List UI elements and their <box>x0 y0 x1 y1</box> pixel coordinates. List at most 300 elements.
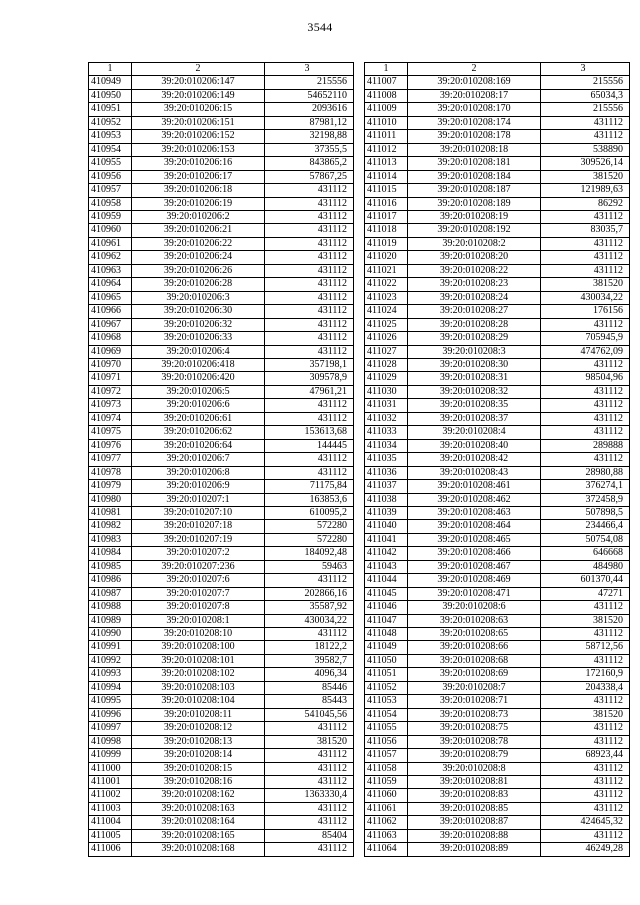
cell-cadastral-number: 39:20:010208:10 <box>132 628 265 641</box>
cell-value: 176156 <box>541 305 630 318</box>
table-row <box>89 318 354 331</box>
cell-value: 431112 <box>541 237 630 250</box>
table-row <box>365 143 630 156</box>
cell-row-number: 411040 <box>365 520 408 533</box>
cell-row-number: 410995 <box>89 695 132 708</box>
cell-value: 47271 <box>541 587 630 600</box>
cell-row-number: 411026 <box>365 332 408 345</box>
cell-row-number: 410982 <box>89 520 132 533</box>
cell-row-number: 411054 <box>365 708 408 721</box>
table-row <box>89 587 354 600</box>
cell-row-number: 411009 <box>365 103 408 116</box>
cell-row-number: 410971 <box>89 372 132 385</box>
table-row <box>365 264 630 277</box>
cell-value: 85446 <box>265 681 354 694</box>
table-row <box>89 506 354 519</box>
cell-row-number: 411000 <box>89 762 132 775</box>
table-row <box>89 749 354 762</box>
table-row <box>365 762 630 775</box>
cell-cadastral-number: 39:20:010207:18 <box>132 520 265 533</box>
cell-cadastral-number: 39:20:010208:3 <box>408 345 541 358</box>
cell-cadastral-number: 39:20:010208:4 <box>408 426 541 439</box>
cell-cadastral-number: 39:20:010206:17 <box>132 170 265 183</box>
cell-cadastral-number: 39:20:010208:467 <box>408 560 541 573</box>
cell-cadastral-number: 39:20:010208:162 <box>132 789 265 802</box>
cell-row-number: 410967 <box>89 318 132 331</box>
cell-cadastral-number: 39:20:010208:466 <box>408 547 541 560</box>
data-table-left <box>88 62 354 857</box>
cell-value: 381520 <box>541 614 630 627</box>
cell-value: 484980 <box>541 560 630 573</box>
table-header-row <box>365 63 630 76</box>
cell-cadastral-number: 39:20:010206:61 <box>132 412 265 425</box>
cell-row-number: 411056 <box>365 735 408 748</box>
table-row <box>365 506 630 519</box>
cell-row-number: 410996 <box>89 708 132 721</box>
cell-value: 843865,2 <box>265 157 354 170</box>
table-row <box>365 493 630 506</box>
cell-cadastral-number: 39:20:010208:65 <box>408 628 541 641</box>
cell-row-number: 410990 <box>89 628 132 641</box>
cell-cadastral-number: 39:20:010208:8 <box>408 762 541 775</box>
table-row <box>89 426 354 439</box>
cell-row-number: 410949 <box>89 76 132 89</box>
cell-row-number: 411042 <box>365 547 408 560</box>
table-row <box>365 89 630 102</box>
cell-cadastral-number: 39:20:010208:164 <box>132 816 265 829</box>
cell-value: 431112 <box>265 574 354 587</box>
cell-value: 289888 <box>541 439 630 452</box>
cell-cadastral-number: 39:20:010208:63 <box>408 614 541 627</box>
cell-value: 431112 <box>541 789 630 802</box>
cell-value: 59463 <box>265 560 354 573</box>
cell-cadastral-number: 39:20:010206:21 <box>132 224 265 237</box>
table-row <box>365 480 630 493</box>
cell-cadastral-number: 39:20:010206:4 <box>132 345 265 358</box>
table-row <box>365 291 630 304</box>
cell-cadastral-number: 39:20:010208:66 <box>408 641 541 654</box>
cell-value: 121989,63 <box>541 184 630 197</box>
cell-row-number: 411016 <box>365 197 408 210</box>
table-row <box>365 601 630 614</box>
cell-cadastral-number: 39:20:010207:10 <box>132 506 265 519</box>
table-row <box>365 695 630 708</box>
cell-cadastral-number: 39:20:010208:7 <box>408 681 541 694</box>
table-row <box>89 641 354 654</box>
table-row <box>89 130 354 143</box>
cell-cadastral-number: 39:20:010208:27 <box>408 305 541 318</box>
cell-cadastral-number: 39:20:010207:2 <box>132 547 265 560</box>
cell-cadastral-number: 39:20:010208:19 <box>408 210 541 223</box>
cell-cadastral-number: 39:20:010208:71 <box>408 695 541 708</box>
cell-row-number: 410985 <box>89 560 132 573</box>
cell-value: 431112 <box>265 224 354 237</box>
cell-value: 601370,44 <box>541 574 630 587</box>
cell-cadastral-number: 39:20:010208:6 <box>408 601 541 614</box>
cell-cadastral-number: 39:20:010206:7 <box>132 453 265 466</box>
cell-cadastral-number: 39:20:010208:103 <box>132 681 265 694</box>
cell-row-number: 411028 <box>365 358 408 371</box>
cell-cadastral-number: 39:20:010208:471 <box>408 587 541 600</box>
cell-cadastral-number: 39:20:010207:6 <box>132 574 265 587</box>
cell-row-number: 410955 <box>89 157 132 170</box>
cell-value: 215556 <box>265 76 354 89</box>
cell-cadastral-number: 39:20:010208:89 <box>408 843 541 856</box>
cell-row-number: 411014 <box>365 170 408 183</box>
table-row <box>89 116 354 129</box>
cell-value: 431112 <box>541 802 630 815</box>
table-row <box>365 157 630 170</box>
cell-row-number: 411053 <box>365 695 408 708</box>
cell-row-number: 410983 <box>89 533 132 546</box>
cell-cadastral-number: 39:20:010208:174 <box>408 116 541 129</box>
cell-row-number: 411057 <box>365 749 408 762</box>
cell-value: 309578,9 <box>265 372 354 385</box>
cell-cadastral-number: 39:20:010207:236 <box>132 560 265 573</box>
table-row <box>365 385 630 398</box>
table-row <box>89 210 354 223</box>
cell-value: 431112 <box>541 399 630 412</box>
cell-cadastral-number: 39:20:010208:463 <box>408 506 541 519</box>
cell-cadastral-number: 39:20:010206:33 <box>132 332 265 345</box>
cell-row-number: 411022 <box>365 278 408 291</box>
cell-cadastral-number: 39:20:010206:30 <box>132 305 265 318</box>
page-number: 3544 <box>307 20 333 34</box>
cell-value: 431112 <box>541 776 630 789</box>
cell-value: 68923,44 <box>541 749 630 762</box>
cell-value: 430034,22 <box>541 291 630 304</box>
table-row <box>89 574 354 587</box>
cell-value: 309526,14 <box>541 157 630 170</box>
cell-cadastral-number: 39:20:010208:13 <box>132 735 265 748</box>
column-header-value: 3 <box>541 63 630 76</box>
cell-cadastral-number: 39:20:010208:40 <box>408 439 541 452</box>
cell-row-number: 411003 <box>89 802 132 815</box>
cell-row-number: 410974 <box>89 412 132 425</box>
cell-row-number: 411008 <box>365 89 408 102</box>
cell-value: 431112 <box>265 816 354 829</box>
cell-cadastral-number: 39:20:010206:24 <box>132 251 265 264</box>
cell-value: 431112 <box>541 130 630 143</box>
cell-value: 431112 <box>265 762 354 775</box>
cell-row-number: 410963 <box>89 264 132 277</box>
cell-row-number: 410959 <box>89 210 132 223</box>
cell-row-number: 411037 <box>365 480 408 493</box>
cell-row-number: 410951 <box>89 103 132 116</box>
cell-cadastral-number: 39:20:010206:2 <box>132 210 265 223</box>
table-row <box>89 802 354 815</box>
table-row <box>89 278 354 291</box>
cell-cadastral-number: 39:20:010207:8 <box>132 601 265 614</box>
table-row <box>365 103 630 116</box>
table-row <box>89 264 354 277</box>
cell-row-number: 410953 <box>89 130 132 143</box>
cell-row-number: 410994 <box>89 681 132 694</box>
table-row <box>89 668 354 681</box>
cell-cadastral-number: 39:20:010208:168 <box>132 843 265 856</box>
cell-value: 431112 <box>541 762 630 775</box>
table-row <box>365 278 630 291</box>
cell-value: 85443 <box>265 695 354 708</box>
table-row <box>89 735 354 748</box>
cell-row-number: 410988 <box>89 601 132 614</box>
cell-value: 431112 <box>541 654 630 667</box>
cell-row-number: 411002 <box>89 789 132 802</box>
cell-value: 431112 <box>541 829 630 842</box>
cell-row-number: 411052 <box>365 681 408 694</box>
cell-row-number: 410968 <box>89 332 132 345</box>
cell-value: 431112 <box>265 318 354 331</box>
table-row <box>89 345 354 358</box>
cell-value: 202866,16 <box>265 587 354 600</box>
table-row <box>365 722 630 735</box>
cell-row-number: 410991 <box>89 641 132 654</box>
cell-value: 431112 <box>541 116 630 129</box>
cell-value: 431112 <box>265 466 354 479</box>
table-row <box>365 681 630 694</box>
table-row <box>365 210 630 223</box>
cell-row-number: 411059 <box>365 776 408 789</box>
cell-cadastral-number: 39:20:010208:187 <box>408 184 541 197</box>
cell-row-number: 410977 <box>89 453 132 466</box>
cell-value: 204338,4 <box>541 681 630 694</box>
cell-value: 234466,4 <box>541 520 630 533</box>
cell-cadastral-number: 39:20:010208:69 <box>408 668 541 681</box>
cell-value: 431112 <box>541 628 630 641</box>
cell-row-number: 410993 <box>89 668 132 681</box>
cell-cadastral-number: 39:20:010208:163 <box>132 802 265 815</box>
cell-cadastral-number: 39:20:010208:22 <box>408 264 541 277</box>
cell-row-number: 411041 <box>365 533 408 546</box>
cell-cadastral-number: 39:20:010208:83 <box>408 789 541 802</box>
cell-cadastral-number: 39:20:010208:100 <box>132 641 265 654</box>
cell-value: 507898,5 <box>541 506 630 519</box>
table-row <box>89 614 354 627</box>
cell-cadastral-number: 39:20:010206:9 <box>132 480 265 493</box>
cell-cadastral-number: 39:20:010206:153 <box>132 143 265 156</box>
cell-value: 431112 <box>541 385 630 398</box>
cell-row-number: 411027 <box>365 345 408 358</box>
cell-row-number: 411004 <box>89 816 132 829</box>
table-row <box>365 426 630 439</box>
cell-row-number: 411035 <box>365 453 408 466</box>
cell-value: 610095,2 <box>265 506 354 519</box>
cell-row-number: 411015 <box>365 184 408 197</box>
table-row <box>89 466 354 479</box>
cell-value: 215556 <box>541 103 630 116</box>
table-row <box>89 453 354 466</box>
cell-cadastral-number: 39:20:010208:464 <box>408 520 541 533</box>
cell-value: 381520 <box>541 170 630 183</box>
table-row <box>89 547 354 560</box>
cell-value: 538890 <box>541 143 630 156</box>
table-row <box>365 130 630 143</box>
table-row <box>365 184 630 197</box>
cell-row-number: 410987 <box>89 587 132 600</box>
table-row <box>89 695 354 708</box>
cell-row-number: 411058 <box>365 762 408 775</box>
cell-cadastral-number: 39:20:010208:20 <box>408 251 541 264</box>
cell-cadastral-number: 39:20:010208:68 <box>408 654 541 667</box>
table-row <box>365 466 630 479</box>
table-row <box>89 157 354 170</box>
cell-row-number: 411038 <box>365 493 408 506</box>
cell-value: 431112 <box>265 843 354 856</box>
cell-value: 431112 <box>265 749 354 762</box>
cell-value: 431112 <box>265 722 354 735</box>
cell-value: 65034,3 <box>541 89 630 102</box>
table-row <box>365 358 630 371</box>
cell-value: 71175,84 <box>265 480 354 493</box>
cell-value: 431112 <box>541 210 630 223</box>
cell-row-number: 410956 <box>89 170 132 183</box>
cell-value: 431112 <box>541 358 630 371</box>
cell-value: 541045,56 <box>265 708 354 721</box>
cell-cadastral-number: 39:20:010208:29 <box>408 332 541 345</box>
cell-value: 431112 <box>265 210 354 223</box>
table-row <box>89 628 354 641</box>
table-row <box>89 399 354 412</box>
cell-row-number: 410954 <box>89 143 132 156</box>
cell-value: 85404 <box>265 829 354 842</box>
cell-row-number: 410957 <box>89 184 132 197</box>
cell-cadastral-number: 39:20:010208:75 <box>408 722 541 735</box>
cell-cadastral-number: 39:20:010207:1 <box>132 493 265 506</box>
table-body-right <box>365 76 630 856</box>
cell-row-number: 411011 <box>365 130 408 143</box>
table-row <box>89 103 354 116</box>
table-row <box>89 170 354 183</box>
table-row <box>365 76 630 89</box>
cell-value: 431112 <box>265 399 354 412</box>
column-header-cadastral: 2 <box>132 63 265 76</box>
table-row <box>365 587 630 600</box>
cell-cadastral-number: 39:20:010206:420 <box>132 372 265 385</box>
cell-cadastral-number: 39:20:010208:88 <box>408 829 541 842</box>
table-row <box>365 412 630 425</box>
column-header-number: 1 <box>365 63 408 76</box>
cell-row-number: 411045 <box>365 587 408 600</box>
cell-value: 431112 <box>265 802 354 815</box>
column-header-cadastral: 2 <box>408 63 541 76</box>
cell-value: 431112 <box>265 237 354 250</box>
cell-row-number: 410980 <box>89 493 132 506</box>
table-row <box>89 843 354 856</box>
cell-value: 431112 <box>265 345 354 358</box>
cell-row-number: 411023 <box>365 291 408 304</box>
cell-row-number: 411010 <box>365 116 408 129</box>
cell-value: 431112 <box>541 453 630 466</box>
cell-value: 376274,1 <box>541 480 630 493</box>
cell-cadastral-number: 39:20:010208:23 <box>408 278 541 291</box>
cell-cadastral-number: 39:20:010208:102 <box>132 668 265 681</box>
table-row <box>365 197 630 210</box>
cell-value: 172160,9 <box>541 668 630 681</box>
cell-value: 431112 <box>541 695 630 708</box>
cell-cadastral-number: 39:20:010208:189 <box>408 197 541 210</box>
table-row <box>89 332 354 345</box>
cell-row-number: 411043 <box>365 560 408 573</box>
cell-value: 39582,7 <box>265 654 354 667</box>
table-row <box>89 816 354 829</box>
cell-row-number: 411031 <box>365 399 408 412</box>
cell-cadastral-number: 39:20:010208:78 <box>408 735 541 748</box>
cell-row-number: 411032 <box>365 412 408 425</box>
cell-value: 431112 <box>265 197 354 210</box>
cell-value: 431112 <box>265 453 354 466</box>
cell-value: 46249,28 <box>541 843 630 856</box>
cell-value: 430034,22 <box>265 614 354 627</box>
table-row <box>365 802 630 815</box>
cell-row-number: 411064 <box>365 843 408 856</box>
cell-row-number: 411019 <box>365 237 408 250</box>
cell-row-number: 410978 <box>89 466 132 479</box>
cell-cadastral-number: 39:20:010206:3 <box>132 291 265 304</box>
cell-cadastral-number: 39:20:010208:184 <box>408 170 541 183</box>
cell-value: 86292 <box>541 197 630 210</box>
table-row <box>365 237 630 250</box>
cell-cadastral-number: 39:20:010208:181 <box>408 157 541 170</box>
cell-cadastral-number: 39:20:010206:8 <box>132 466 265 479</box>
cell-row-number: 411021 <box>365 264 408 277</box>
cell-value: 431112 <box>265 628 354 641</box>
column-header-value: 3 <box>265 63 354 76</box>
cell-value: 58712,56 <box>541 641 630 654</box>
cell-cadastral-number: 39:20:010208:11 <box>132 708 265 721</box>
data-table-right <box>364 62 630 857</box>
cell-row-number: 410981 <box>89 506 132 519</box>
table-row <box>365 829 630 842</box>
cell-row-number: 410962 <box>89 251 132 264</box>
cell-cadastral-number: 39:20:010208:85 <box>408 802 541 815</box>
cell-cadastral-number: 39:20:010206:28 <box>132 278 265 291</box>
cell-row-number: 410997 <box>89 722 132 735</box>
cell-cadastral-number: 39:20:010206:5 <box>132 385 265 398</box>
cell-row-number: 411044 <box>365 574 408 587</box>
cell-row-number: 411050 <box>365 654 408 667</box>
cell-cadastral-number: 39:20:010208:469 <box>408 574 541 587</box>
cell-value: 357198,1 <box>265 358 354 371</box>
cell-row-number: 411061 <box>365 802 408 815</box>
table-row <box>89 291 354 304</box>
cell-cadastral-number: 39:20:010208:165 <box>132 829 265 842</box>
cell-row-number: 411049 <box>365 641 408 654</box>
table-row <box>365 305 630 318</box>
table-row <box>365 816 630 829</box>
cell-cadastral-number: 39:20:010206:418 <box>132 358 265 371</box>
table-row <box>365 372 630 385</box>
table-row <box>89 776 354 789</box>
cell-value: 54652110 <box>265 89 354 102</box>
table-row <box>89 197 354 210</box>
table-row <box>89 237 354 250</box>
cell-row-number: 410960 <box>89 224 132 237</box>
cell-value: 153613,68 <box>265 426 354 439</box>
cell-cadastral-number: 39:20:010208:462 <box>408 493 541 506</box>
cell-value: 474762,09 <box>541 345 630 358</box>
table-row <box>89 439 354 452</box>
cell-cadastral-number: 39:20:010208:81 <box>408 776 541 789</box>
cell-cadastral-number: 39:20:010208:28 <box>408 318 541 331</box>
table-header-row <box>89 63 354 76</box>
table-row <box>365 776 630 789</box>
table-row <box>89 480 354 493</box>
cell-value: 87981,12 <box>265 116 354 129</box>
table-row <box>365 116 630 129</box>
table-row <box>365 654 630 667</box>
cell-row-number: 411020 <box>365 251 408 264</box>
cell-row-number: 410970 <box>89 358 132 371</box>
